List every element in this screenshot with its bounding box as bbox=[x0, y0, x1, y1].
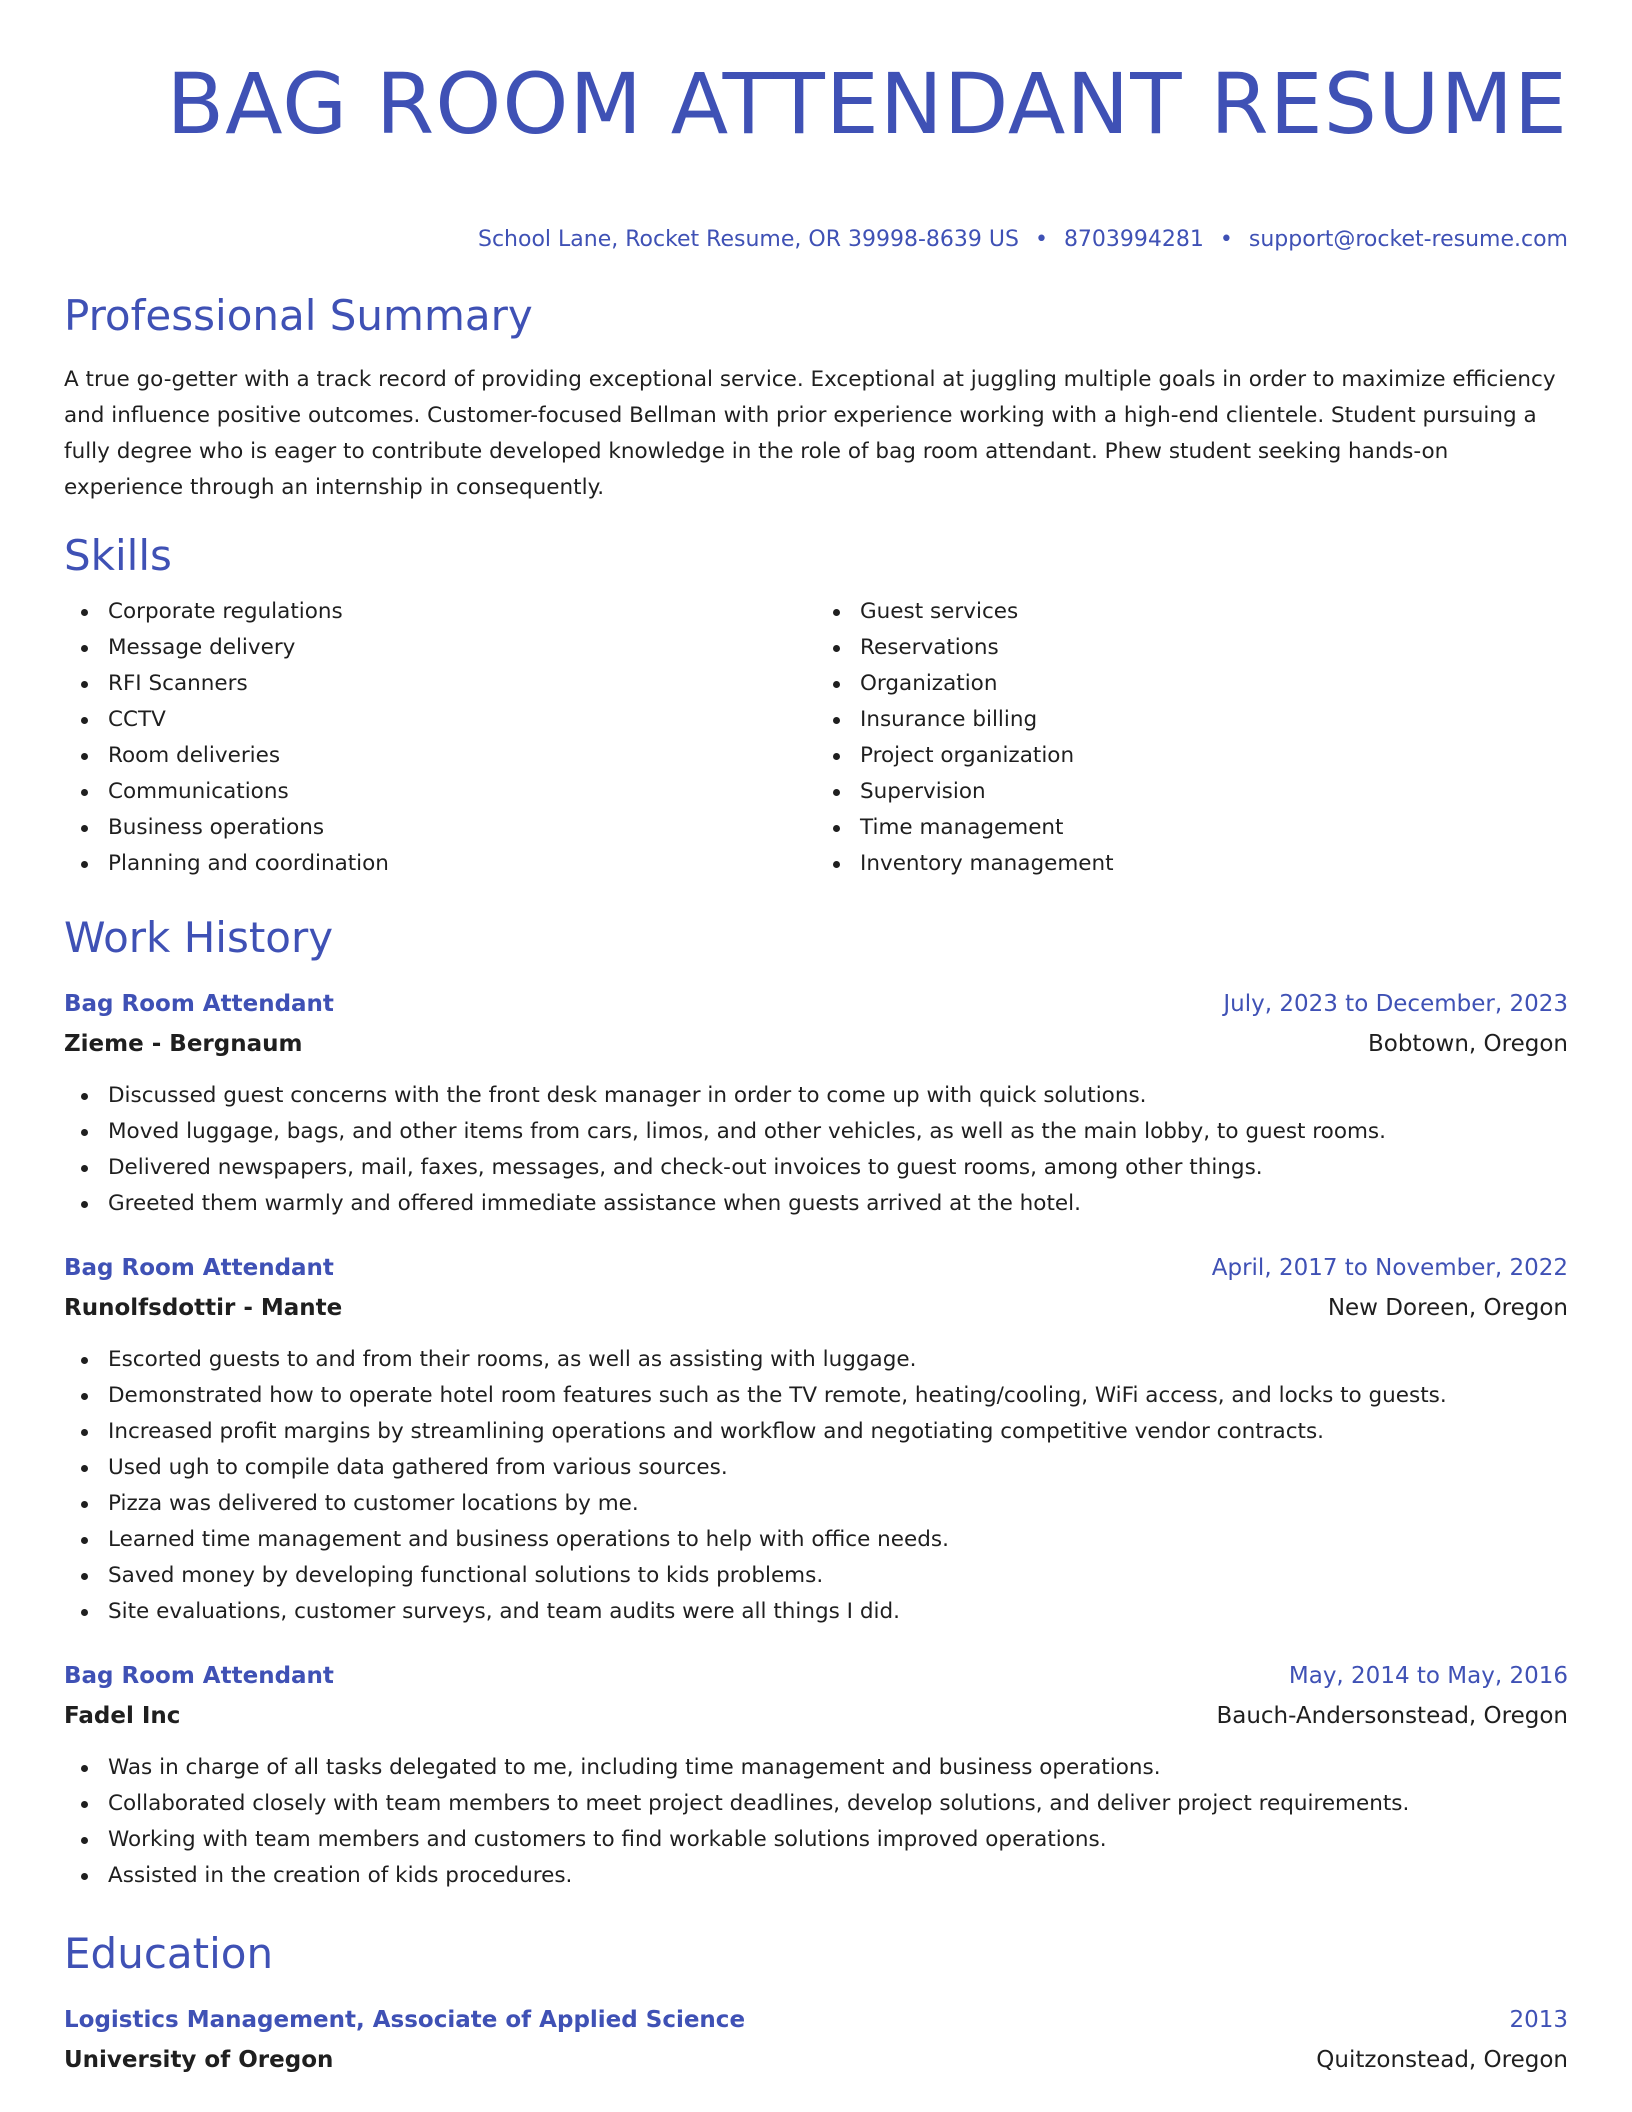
job-duty: Collaborated closely with team members to meet project deadlines, develop solutions, and deliver project requirements. bbox=[64, 1786, 1568, 1822]
skill-item: Insurance billing bbox=[816, 702, 1568, 738]
skill-item: Organization bbox=[816, 666, 1568, 702]
education-degree: Logistics Management, Associate of Applied Science bbox=[64, 2007, 746, 2033]
job-duty: Learned time management and business operations to help with office needs. bbox=[64, 1522, 1568, 1558]
skill-item: Room deliveries bbox=[64, 738, 816, 774]
job-duty: Demonstrated how to operate hotel room features such as the TV remote, heating/cooling, WiFi access, and locks to guests. bbox=[64, 1378, 1568, 1414]
summary-heading: Professional Summary bbox=[64, 291, 533, 340]
job-company-row bbox=[64, 1700, 1568, 1732]
job-duty: Discussed guest concerns with the front desk manager in order to come up with quick solutions. bbox=[64, 1078, 1568, 1114]
contact-email: support@rocket-resume.com bbox=[1248, 227, 1568, 252]
job-company: Fadel Inc bbox=[64, 1703, 181, 1729]
job-duty: Escorted guests to and from their rooms, as well as assisting with luggage. bbox=[64, 1342, 1568, 1378]
job-header bbox=[64, 1252, 1568, 1284]
skills-heading: Skills bbox=[64, 531, 172, 580]
job-dates: July, 2023 to December, 2023 bbox=[1223, 991, 1568, 1017]
skill-item: Business operations bbox=[64, 810, 816, 846]
skill-item: RFI Scanners bbox=[64, 666, 816, 702]
job-duties bbox=[64, 1342, 1568, 1630]
job-duty: Assisted in the creation of kids procedures. bbox=[64, 1858, 1568, 1894]
job-company: Zieme - Bergnaum bbox=[64, 1031, 303, 1057]
job-title: Bag Room Attendant bbox=[64, 991, 334, 1017]
job-title: Bag Room Attendant bbox=[64, 1663, 334, 1689]
job-company-row bbox=[64, 1292, 1568, 1324]
job-duty: Pizza was delivered to customer locations by me. bbox=[64, 1486, 1568, 1522]
skill-item: Guest services bbox=[816, 594, 1568, 630]
job-duty: Delivered newspapers, mail, faxes, messages, and check-out invoices to guest rooms, among other things. bbox=[64, 1150, 1568, 1186]
job-company: Runolfsdottir - Mante bbox=[64, 1295, 343, 1321]
work-history-heading: Work History bbox=[64, 913, 334, 962]
contact-phone: 8703994281 bbox=[1063, 227, 1204, 252]
job-duty: Was in charge of all tasks delegated to me, including time management and business operations. bbox=[64, 1750, 1568, 1786]
job-location: New Doreen, Oregon bbox=[1327, 1295, 1568, 1321]
skill-item: Reservations bbox=[816, 630, 1568, 666]
job-dates: April, 2017 to November, 2022 bbox=[1211, 1255, 1568, 1281]
job-duty: Greeted them warmly and offered immediate assistance when guests arrived at the hotel. bbox=[64, 1186, 1568, 1222]
resume-title: BAG ROOM ATTENDANT RESUME bbox=[166, 55, 1568, 153]
skill-item: Project organization bbox=[816, 738, 1568, 774]
education-school-row bbox=[64, 2044, 1568, 2076]
education-heading: Education bbox=[64, 1929, 274, 1978]
education-year: 2013 bbox=[1509, 2007, 1568, 2033]
job-dates: May, 2014 to May, 2016 bbox=[1288, 1663, 1568, 1689]
education-location: Quitzonstead, Oregon bbox=[1316, 2047, 1568, 2073]
skills-grid bbox=[64, 594, 1568, 882]
job-duty: Working with team members and customers to find workable solutions improved operations. bbox=[64, 1822, 1568, 1858]
job-entry bbox=[64, 1252, 1568, 1630]
skill-item: Communications bbox=[64, 774, 816, 810]
job-duty: Saved money by developing functional solutions to kids problems. bbox=[64, 1558, 1568, 1594]
job-location: Bauch-Andersonstead, Oregon bbox=[1216, 1703, 1568, 1729]
skill-item: Planning and coordination bbox=[64, 846, 816, 882]
job-location: Bobtown, Oregon bbox=[1367, 1031, 1568, 1057]
contact-line bbox=[64, 226, 1568, 254]
skill-item: Inventory management bbox=[816, 846, 1568, 882]
education-entry bbox=[64, 2004, 1568, 2076]
skill-item: Message delivery bbox=[64, 630, 816, 666]
skill-item: Time management bbox=[816, 810, 1568, 846]
job-duty: Used ugh to compile data gathered from various sources. bbox=[64, 1450, 1568, 1486]
contact-address: School Lane, Rocket Resume, OR 39998-8639 US bbox=[477, 227, 1019, 252]
job-duties bbox=[64, 1078, 1568, 1222]
contact-separator: • bbox=[1219, 227, 1233, 252]
job-entry bbox=[64, 1660, 1568, 1894]
job-header bbox=[64, 1660, 1568, 1692]
job-entry bbox=[64, 988, 1568, 1222]
skill-item: Supervision bbox=[816, 774, 1568, 810]
contact-separator: • bbox=[1034, 227, 1048, 252]
job-duty: Site evaluations, customer surveys, and team audits were all things I did. bbox=[64, 1594, 1568, 1630]
job-title: Bag Room Attendant bbox=[64, 1255, 334, 1281]
job-duty: Moved luggage, bags, and other items from cars, limos, and other vehicles, as well as the main lobby, to guest rooms. bbox=[64, 1114, 1568, 1150]
skills-column-left bbox=[64, 594, 816, 882]
job-header bbox=[64, 988, 1568, 1020]
job-duty: Increased profit margins by streamlining operations and workflow and negotiating competitive vendor contracts. bbox=[64, 1414, 1568, 1450]
education-school: University of Oregon bbox=[64, 2047, 334, 2073]
skills-column-right bbox=[816, 594, 1568, 882]
job-company-row bbox=[64, 1028, 1568, 1060]
skill-item: CCTV bbox=[64, 702, 816, 738]
job-duties bbox=[64, 1750, 1568, 1894]
summary-text: A true go-getter with a track record of providing exceptional service. Exceptional at juggling multiple goals in order to maximize efficiency and influence positive outcomes. Customer-focused Bellman with prior experience working with a high-end clientele. Student pursuing a fully degree who is eager to contribute developed knowledge in the role of bag room attendant. Phew student seeking hands-on experience through an internship in consequently. bbox=[64, 367, 1556, 500]
skill-item: Corporate regulations bbox=[64, 594, 816, 630]
education-header bbox=[64, 2004, 1568, 2036]
